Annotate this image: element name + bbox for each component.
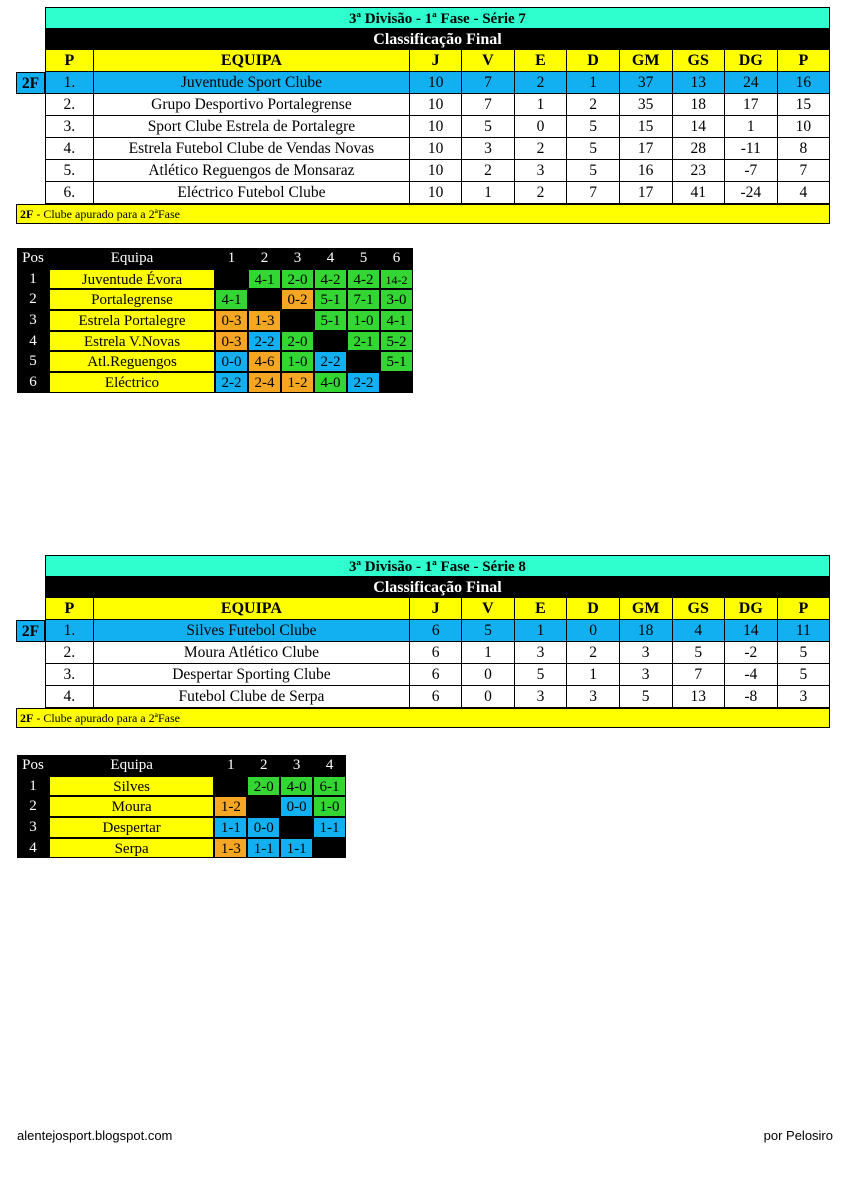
cell-position: 6. bbox=[45, 182, 94, 204]
matrix-row bbox=[17, 351, 413, 372]
footer-site-link[interactable]: alentejosport.blogspot.com bbox=[17, 1128, 173, 1143]
cell-played: 10 bbox=[410, 160, 462, 182]
header-played: J bbox=[410, 50, 462, 72]
cell-points: 16 bbox=[778, 72, 830, 94]
matrix-result-cell: 2-1 bbox=[347, 331, 380, 352]
cell-goal-difference: 24 bbox=[725, 72, 778, 94]
cell-played: 6 bbox=[410, 686, 462, 708]
matrix-row bbox=[17, 796, 346, 817]
cell-won: 3 bbox=[462, 138, 514, 160]
matrix-team: Moura bbox=[49, 796, 214, 817]
cell-played: 10 bbox=[410, 138, 462, 160]
cell-position: 3. bbox=[45, 664, 94, 686]
standings-table-series-7 bbox=[16, 7, 830, 224]
matrix-pos: 5 bbox=[17, 351, 49, 372]
table-row bbox=[16, 116, 830, 138]
note-tag: 2F bbox=[20, 207, 34, 221]
header-goals-for: GM bbox=[620, 598, 673, 620]
cell-points: 5 bbox=[778, 664, 830, 686]
qualified-badge: 2F bbox=[16, 72, 45, 94]
cell-goals-against: 23 bbox=[673, 160, 725, 182]
cell-won: 5 bbox=[462, 620, 514, 642]
matrix-result-cell: 4-0 bbox=[280, 776, 313, 797]
cell-played: 6 bbox=[410, 620, 462, 642]
cell-goals-for: 17 bbox=[620, 138, 673, 160]
cell-team: Futebol Clube de Serpa bbox=[94, 686, 410, 708]
cell-played: 6 bbox=[410, 664, 462, 686]
cell-position: 4. bbox=[45, 686, 94, 708]
cell-goals-against: 18 bbox=[673, 94, 725, 116]
cell-drawn: 5 bbox=[515, 664, 568, 686]
header-goals-against: GS bbox=[673, 50, 725, 72]
matrix-result-cell: 1-0 bbox=[313, 796, 346, 817]
cell-goals-for: 3 bbox=[620, 664, 673, 686]
cell-position: 2. bbox=[45, 94, 94, 116]
matrix-result-cell: 2-2 bbox=[347, 372, 380, 393]
cell-team: Sport Clube Estrela de Portalegre bbox=[94, 116, 410, 138]
matrix-self-cell bbox=[347, 351, 380, 372]
matrix-result-cell: 7-1 bbox=[347, 289, 380, 310]
header-team: EQUIPA bbox=[94, 50, 410, 72]
matrix-self-cell bbox=[380, 372, 413, 393]
cell-drawn: 3 bbox=[515, 686, 568, 708]
cell-won: 5 bbox=[462, 116, 514, 138]
cell-drawn: 3 bbox=[515, 160, 568, 182]
matrix-result-cell: 2-2 bbox=[215, 372, 248, 393]
matrix-result-cell: 3-0 bbox=[380, 289, 413, 310]
cell-points: 11 bbox=[778, 620, 830, 642]
cell-goals-for: 15 bbox=[620, 116, 673, 138]
matrix-result-cell: 5-2 bbox=[380, 331, 413, 352]
cell-points: 10 bbox=[778, 116, 830, 138]
matrix-row bbox=[17, 817, 346, 838]
header-tag-spacer bbox=[16, 598, 45, 620]
cell-team: Juventude Sport Clube bbox=[94, 72, 410, 94]
matrix-result-cell: 1-3 bbox=[248, 310, 281, 331]
matrix-result-cell: 5-1 bbox=[380, 351, 413, 372]
cell-drawn: 1 bbox=[515, 620, 568, 642]
cell-played: 10 bbox=[410, 116, 462, 138]
matrix-self-cell bbox=[247, 796, 280, 817]
matrix-result-cell: 4-2 bbox=[314, 269, 347, 290]
matrix-result-cell: 4-0 bbox=[314, 372, 347, 393]
cell-points: 3 bbox=[778, 686, 830, 708]
matrix-result-cell: 4-6 bbox=[248, 351, 281, 372]
matrix-header-row bbox=[17, 248, 413, 269]
table-row bbox=[16, 72, 830, 94]
table-title: 3ª Divisão - 1ª Fase - Série 8 bbox=[45, 555, 830, 577]
cell-won: 1 bbox=[462, 182, 514, 204]
cell-played: 10 bbox=[410, 182, 462, 204]
header-drawn: E bbox=[515, 598, 568, 620]
matrix-header-opponent: 2 bbox=[247, 755, 280, 776]
header-lost: D bbox=[567, 50, 619, 72]
row-tag-spacer bbox=[16, 94, 45, 116]
cell-goals-against: 7 bbox=[673, 664, 725, 686]
cell-goals-for: 18 bbox=[620, 620, 673, 642]
matrix-pos: 3 bbox=[17, 817, 49, 838]
cell-lost: 3 bbox=[567, 686, 619, 708]
matrix-pos: 4 bbox=[17, 838, 49, 859]
matrix-result-cell: 0-0 bbox=[280, 796, 313, 817]
cell-goals-against: 14 bbox=[673, 116, 725, 138]
header-won: V bbox=[462, 598, 514, 620]
matrix-result-cell: 5-1 bbox=[314, 310, 347, 331]
cell-drawn: 2 bbox=[515, 182, 568, 204]
note-text: - Clube apurado para a 2ªFase bbox=[33, 711, 180, 725]
matrix-self-cell bbox=[314, 331, 347, 352]
matrix-pos: 2 bbox=[17, 289, 49, 310]
matrix-result-cell: 4-1 bbox=[248, 269, 281, 290]
cell-goals-for: 16 bbox=[620, 160, 673, 182]
matrix-header-team: Equipa bbox=[49, 248, 215, 269]
cell-played: 6 bbox=[410, 642, 462, 664]
cell-team: Moura Atlético Clube bbox=[94, 642, 410, 664]
cell-goal-difference: 17 bbox=[725, 94, 778, 116]
matrix-result-cell: 2-2 bbox=[248, 331, 281, 352]
matrix-header-opponent: 1 bbox=[215, 248, 248, 269]
header-goal-difference: DG bbox=[725, 598, 778, 620]
matrix-result-cell: 2-0 bbox=[281, 331, 314, 352]
matrix-result-cell: 0-0 bbox=[247, 817, 280, 838]
cell-goal-difference: -7 bbox=[725, 160, 778, 182]
results-matrix-series-7 bbox=[17, 248, 413, 393]
cell-drawn: 2 bbox=[515, 138, 568, 160]
matrix-result-cell: 6-1 bbox=[313, 776, 346, 797]
table-row bbox=[16, 94, 830, 116]
cell-goals-against: 13 bbox=[673, 686, 725, 708]
matrix-row bbox=[17, 776, 346, 797]
header-position: P bbox=[45, 50, 94, 72]
cell-goals-against: 28 bbox=[673, 138, 725, 160]
matrix-result-cell: 0-0 bbox=[215, 351, 248, 372]
matrix-header-row bbox=[17, 755, 346, 776]
matrix-result-cell: 1-0 bbox=[281, 351, 314, 372]
standings-table-series-8 bbox=[16, 555, 830, 728]
table-row bbox=[16, 664, 830, 686]
cell-drawn: 3 bbox=[515, 642, 568, 664]
header-points: P bbox=[778, 50, 830, 72]
cell-drawn: 1 bbox=[515, 94, 568, 116]
matrix-pos: 4 bbox=[17, 331, 49, 352]
cell-goals-for: 5 bbox=[620, 686, 673, 708]
matrix-result-cell: 4-1 bbox=[215, 289, 248, 310]
cell-goals-for: 17 bbox=[620, 182, 673, 204]
header-lost: D bbox=[567, 598, 619, 620]
matrix-team: Juventude Évora bbox=[49, 269, 215, 290]
matrix-header-team: Equipa bbox=[49, 755, 215, 776]
matrix-team: Estrela V.Novas bbox=[49, 331, 215, 352]
matrix-team: Despertar bbox=[49, 817, 214, 838]
cell-position: 1. bbox=[45, 620, 94, 642]
cell-lost: 1 bbox=[567, 72, 619, 94]
cell-drawn: 0 bbox=[515, 116, 568, 138]
cell-goals-for: 35 bbox=[620, 94, 673, 116]
footer-author: por Pelosiro bbox=[763, 1128, 833, 1143]
header-points: P bbox=[778, 598, 830, 620]
cell-lost: 1 bbox=[567, 664, 619, 686]
header-drawn: E bbox=[515, 50, 568, 72]
matrix-header-opponent: 4 bbox=[314, 248, 347, 269]
row-tag-spacer bbox=[16, 664, 45, 686]
matrix-header-pos: Pos bbox=[17, 755, 49, 776]
header-position: P bbox=[45, 598, 94, 620]
table-row bbox=[16, 642, 830, 664]
cell-goals-against: 4 bbox=[673, 620, 725, 642]
header-won: V bbox=[462, 50, 514, 72]
cell-lost: 0 bbox=[567, 620, 619, 642]
cell-goals-for: 3 bbox=[620, 642, 673, 664]
header-goals-against: GS bbox=[673, 598, 725, 620]
matrix-result-cell: 2-0 bbox=[281, 269, 314, 290]
qualification-note bbox=[16, 708, 830, 728]
cell-position: 3. bbox=[45, 116, 94, 138]
matrix-header-pos: Pos bbox=[17, 248, 49, 269]
matrix-header-opponent: 3 bbox=[281, 248, 314, 269]
table-title: 3ª Divisão - 1ª Fase - Série 7 bbox=[45, 7, 830, 29]
cell-won: 7 bbox=[462, 72, 514, 94]
row-tag-spacer bbox=[16, 160, 45, 182]
matrix-result-cell: 1-3 bbox=[214, 838, 247, 859]
matrix-header-opponent: 2 bbox=[248, 248, 281, 269]
results-matrix-series-8 bbox=[17, 755, 346, 858]
header-played: J bbox=[410, 598, 462, 620]
table-row bbox=[16, 138, 830, 160]
matrix-result-cell: 1-1 bbox=[214, 817, 247, 838]
table-row bbox=[16, 686, 830, 708]
cell-won: 7 bbox=[462, 94, 514, 116]
matrix-self-cell bbox=[214, 776, 247, 797]
cell-goals-against: 41 bbox=[673, 182, 725, 204]
note-text: - Clube apurado para a 2ªFase bbox=[33, 207, 180, 221]
cell-goal-difference: -24 bbox=[725, 182, 778, 204]
header-tag-spacer bbox=[16, 50, 45, 72]
cell-lost: 2 bbox=[567, 94, 619, 116]
row-tag-spacer bbox=[16, 116, 45, 138]
matrix-self-cell bbox=[248, 289, 281, 310]
table-row bbox=[16, 160, 830, 182]
matrix-self-cell bbox=[281, 310, 314, 331]
matrix-self-cell bbox=[215, 269, 248, 290]
cell-lost: 5 bbox=[567, 116, 619, 138]
cell-lost: 2 bbox=[567, 642, 619, 664]
cell-points: 5 bbox=[778, 642, 830, 664]
table-header-row bbox=[16, 598, 830, 620]
matrix-header-opponent: 3 bbox=[280, 755, 313, 776]
qualification-note bbox=[16, 204, 830, 224]
matrix-result-cell: 1-1 bbox=[313, 817, 346, 838]
cell-lost: 7 bbox=[567, 182, 619, 204]
cell-won: 1 bbox=[462, 642, 514, 664]
matrix-self-cell bbox=[313, 838, 346, 859]
cell-won: 2 bbox=[462, 160, 514, 182]
matrix-row bbox=[17, 331, 413, 352]
matrix-row bbox=[17, 310, 413, 331]
matrix-result-cell: 1-2 bbox=[281, 372, 314, 393]
cell-team: Grupo Desportivo Portalegrense bbox=[94, 94, 410, 116]
cell-goal-difference: 1 bbox=[725, 116, 778, 138]
row-tag-spacer bbox=[16, 686, 45, 708]
matrix-result-cell: 0-3 bbox=[215, 331, 248, 352]
matrix-team: Atl.Reguengos bbox=[49, 351, 215, 372]
cell-team: Estrela Futebol Clube de Vendas Novas bbox=[94, 138, 410, 160]
cell-team: Despertar Sporting Clube bbox=[94, 664, 410, 686]
cell-points: 15 bbox=[778, 94, 830, 116]
note-tag: 2F bbox=[20, 711, 34, 725]
header-goals-for: GM bbox=[620, 50, 673, 72]
cell-won: 0 bbox=[462, 686, 514, 708]
matrix-row bbox=[17, 289, 413, 310]
cell-position: 4. bbox=[45, 138, 94, 160]
header-goal-difference: DG bbox=[725, 50, 778, 72]
cell-won: 0 bbox=[462, 664, 514, 686]
cell-position: 1. bbox=[45, 72, 94, 94]
cell-goal-difference: -8 bbox=[725, 686, 778, 708]
matrix-result-cell: 1-1 bbox=[247, 838, 280, 859]
cell-drawn: 2 bbox=[515, 72, 568, 94]
matrix-team: Serpa bbox=[49, 838, 214, 859]
matrix-result-cell: 0-2 bbox=[281, 289, 314, 310]
row-tag-spacer bbox=[16, 642, 45, 664]
matrix-header-opponent: 4 bbox=[313, 755, 346, 776]
matrix-row bbox=[17, 838, 346, 859]
cell-goal-difference: -4 bbox=[725, 664, 778, 686]
matrix-pos: 1 bbox=[17, 269, 49, 290]
cell-lost: 5 bbox=[567, 160, 619, 182]
matrix-pos: 1 bbox=[17, 776, 49, 797]
matrix-result-cell: 2-2 bbox=[314, 351, 347, 372]
matrix-row bbox=[17, 372, 413, 393]
matrix-result-cell: 0-3 bbox=[215, 310, 248, 331]
matrix-result-cell: 1-2 bbox=[214, 796, 247, 817]
matrix-result-cell: 14-2 bbox=[380, 269, 413, 290]
matrix-result-cell: 1-1 bbox=[280, 838, 313, 859]
matrix-team: Portalegrense bbox=[49, 289, 215, 310]
matrix-team: Estrela Portalegre bbox=[49, 310, 215, 331]
cell-goals-for: 37 bbox=[620, 72, 673, 94]
cell-goal-difference: -2 bbox=[725, 642, 778, 664]
header-team: EQUIPA bbox=[94, 598, 410, 620]
cell-points: 8 bbox=[778, 138, 830, 160]
matrix-pos: 2 bbox=[17, 796, 49, 817]
cell-goals-against: 13 bbox=[673, 72, 725, 94]
matrix-result-cell: 5-1 bbox=[314, 289, 347, 310]
matrix-header-opponent: 6 bbox=[380, 248, 413, 269]
matrix-team: Eléctrico bbox=[49, 372, 215, 393]
cell-team: Silves Futebol Clube bbox=[94, 620, 410, 642]
cell-goals-against: 5 bbox=[673, 642, 725, 664]
table-row bbox=[16, 620, 830, 642]
matrix-result-cell: 1-0 bbox=[347, 310, 380, 331]
cell-position: 2. bbox=[45, 642, 94, 664]
matrix-header-opponent: 1 bbox=[214, 755, 247, 776]
matrix-team: Silves bbox=[49, 776, 214, 797]
table-subtitle: Classificação Final bbox=[45, 577, 830, 598]
cell-points: 7 bbox=[778, 160, 830, 182]
cell-team: Atlético Reguengos de Monsaraz bbox=[94, 160, 410, 182]
row-tag-spacer bbox=[16, 182, 45, 204]
matrix-result-cell: 2-4 bbox=[248, 372, 281, 393]
matrix-pos: 3 bbox=[17, 310, 49, 331]
cell-position: 5. bbox=[45, 160, 94, 182]
matrix-self-cell bbox=[280, 817, 313, 838]
matrix-pos: 6 bbox=[17, 372, 49, 393]
matrix-result-cell: 2-0 bbox=[247, 776, 280, 797]
qualified-badge: 2F bbox=[16, 620, 45, 642]
table-header-row bbox=[16, 50, 830, 72]
cell-played: 10 bbox=[410, 72, 462, 94]
cell-team: Eléctrico Futebol Clube bbox=[94, 182, 410, 204]
cell-goal-difference: -11 bbox=[725, 138, 778, 160]
cell-points: 4 bbox=[778, 182, 830, 204]
matrix-header-opponent: 5 bbox=[347, 248, 380, 269]
row-tag-spacer bbox=[16, 138, 45, 160]
matrix-row bbox=[17, 269, 413, 290]
cell-played: 10 bbox=[410, 94, 462, 116]
matrix-result-cell: 4-2 bbox=[347, 269, 380, 290]
cell-lost: 5 bbox=[567, 138, 619, 160]
table-row bbox=[16, 182, 830, 204]
cell-goal-difference: 14 bbox=[725, 620, 778, 642]
table-subtitle: Classificação Final bbox=[45, 29, 830, 50]
matrix-result-cell: 4-1 bbox=[380, 310, 413, 331]
